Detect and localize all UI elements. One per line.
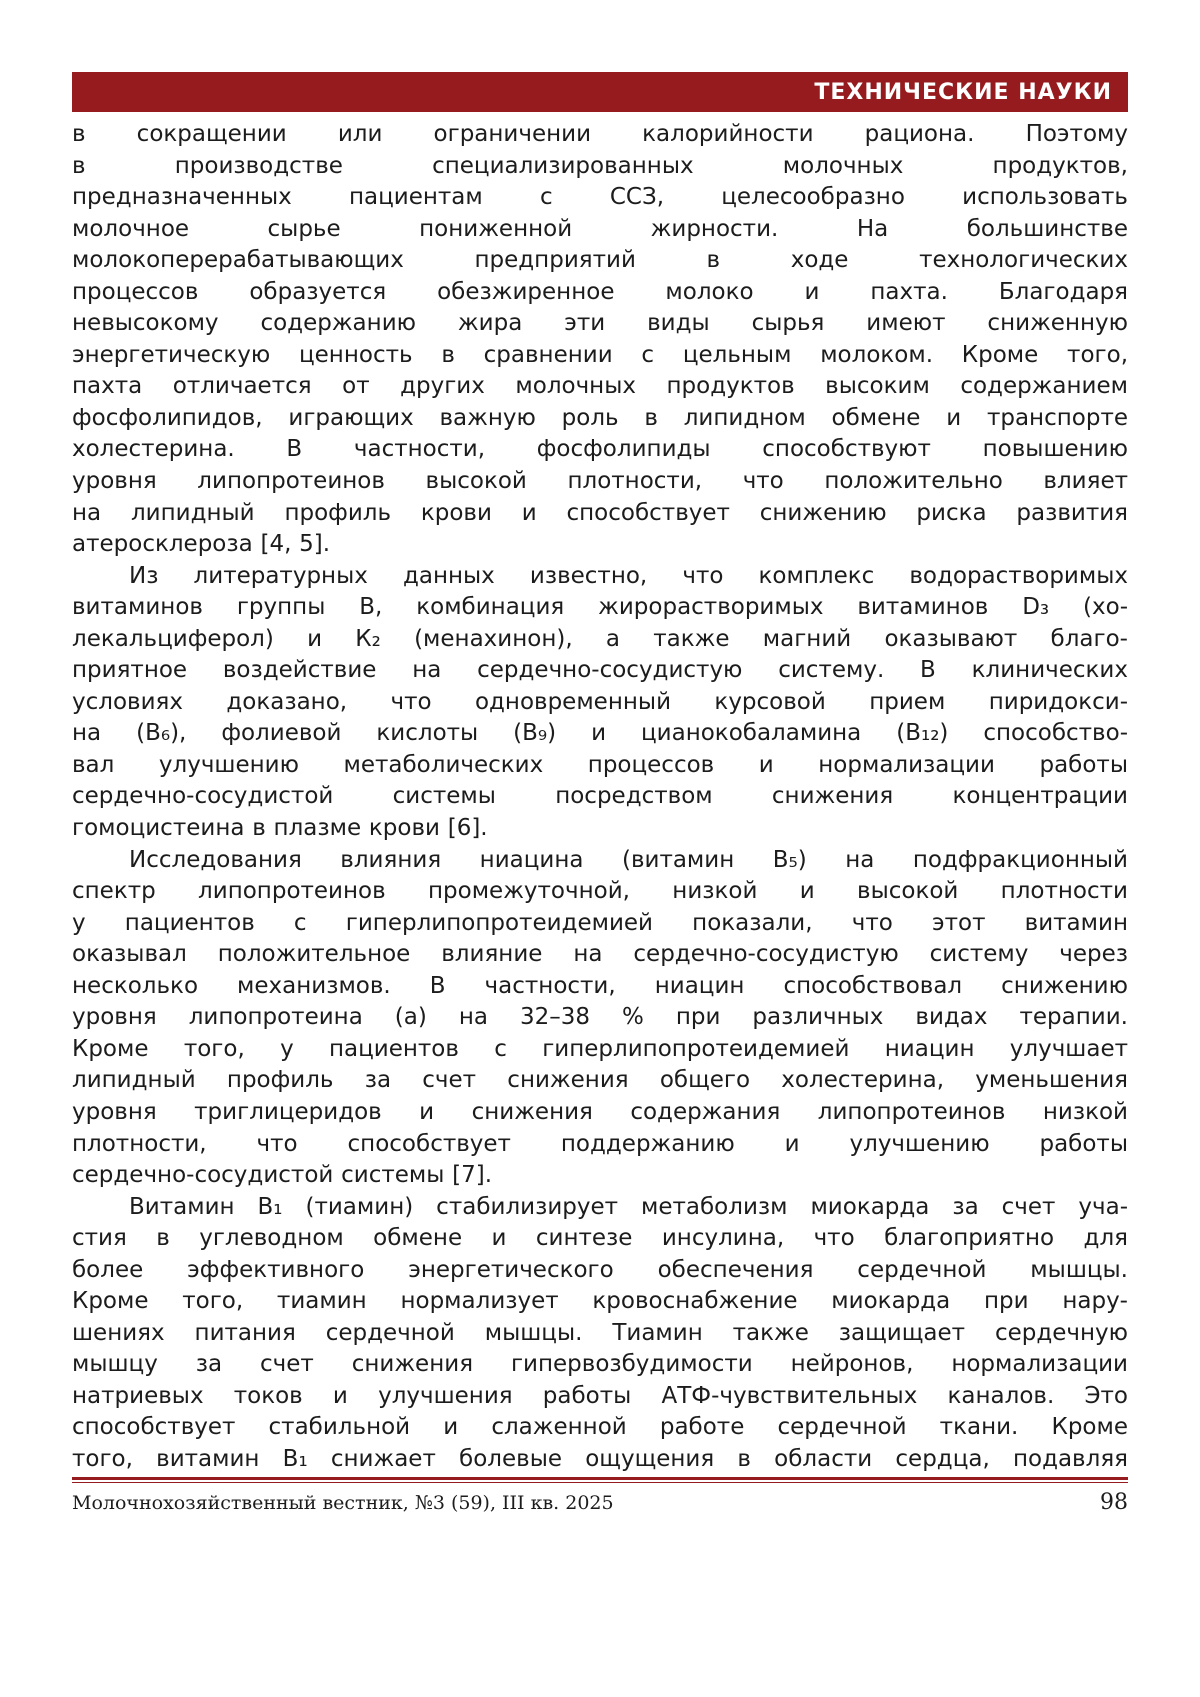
- page-number: 98: [1100, 1490, 1128, 1515]
- text-line: уровня триглицеридов и снижения содержания липопротеинов низкой: [72, 1098, 1128, 1125]
- text-line: лекальциферол) и К₂ (менахинон), а также магний оказывают благо-: [72, 625, 1128, 652]
- text-line: в сокращении или ограничении калорийности рациона. Поэтому: [72, 121, 1128, 147]
- text-line: способствует стабильной и слаженной работе сердечной ткани. Кроме: [72, 1414, 1128, 1441]
- text-line: фосфолипидов, играющих важную роль в липидном обмене и транспорте: [72, 404, 1128, 431]
- text-line: сердечно-сосудистой системы [7].: [72, 1162, 493, 1189]
- text-line: спектр липопротеинов промежуточной, низкой и высокой плотности: [72, 878, 1128, 905]
- text-line: приятное воздействие на сердечно-сосудистую систему. В клинических: [72, 657, 1128, 684]
- text-line: энергетическую ценность в сравнении с цельным молоком. Кроме того,: [72, 341, 1128, 368]
- text-line: липидный профиль за счет снижения общего холестерина, уменьшения: [72, 1067, 1128, 1094]
- text-line: пахта отличается от других молочных продуктов высоким содержанием: [72, 373, 1128, 400]
- text-line: того, витамин В₁ снижает болевые ощущения в области сердца, подавляя: [72, 1445, 1128, 1472]
- footer-rule: [72, 1477, 1128, 1483]
- text-line: в производстве специализированных молочных продуктов,: [72, 152, 1128, 179]
- paragraph: [72, 845, 1128, 1192]
- text-line: невысокому содержанию жира эти виды сырья имеют сниженную: [72, 310, 1128, 337]
- text-line: Кроме того, тиамин нормализует кровоснабжение миокарда при нару-: [72, 1288, 1128, 1315]
- text-line: стия в углеводном обмене и синтезе инсулина, что благоприятно для: [72, 1225, 1128, 1252]
- paragraph: [72, 119, 1128, 561]
- text-line: шениях питания сердечной мышцы. Тиамин также защищает сердечную: [72, 1319, 1128, 1346]
- text-line: Кроме того, у пациентов с гиперлипопротеидемией ниацин улучшает: [72, 1035, 1128, 1062]
- text-line: натриевых токов и улучшения работы АТФ-чувствительных каналов. Это: [72, 1382, 1128, 1409]
- text-line: на (В₆), фолиевой кислоты (В₉) и цианокобаламина (В₁₂) способство-: [72, 720, 1128, 747]
- text-line: оказывал положительное влияние на сердечно-сосудистую систему через: [72, 941, 1128, 968]
- page-footer: [72, 1477, 1128, 1515]
- paragraph: [72, 561, 1128, 845]
- text-line: более эффективного энергетического обеспечения сердечной мышцы.: [72, 1256, 1128, 1283]
- text-line: мышцу за счет снижения гипервозбудимости нейронов, нормализации: [72, 1351, 1128, 1378]
- paragraph: [72, 1192, 1128, 1476]
- text-line: предназначенных пациентам с ССЗ, целесообразно использовать: [72, 184, 1128, 211]
- text-line: сердечно-сосудистой системы посредством снижения концентрации: [72, 783, 1128, 810]
- text-line: процессов образуется обезжиренное молоко и пахта. Благодаря: [72, 278, 1128, 305]
- text-line: уровня липопротеина (а) на 32–38 % при различных видах терапии.: [72, 1004, 1128, 1031]
- text-line: плотности, что способствует поддержанию и улучшению работы: [72, 1130, 1128, 1157]
- text-line: вал улучшению метаболических процессов и нормализации работы: [72, 751, 1128, 778]
- text-line: условиях доказано, что одновременный курсовой прием пиридокси-: [72, 688, 1128, 715]
- text-line: несколько механизмов. В частности, ниацин способствовал снижению: [72, 972, 1128, 999]
- article-body: [72, 119, 1128, 1476]
- text-line: витаминов группы В, комбинация жирорастворимых витаминов D₃ (хо-: [72, 594, 1128, 621]
- text-line: молокоперерабатывающих предприятий в ходе технологических: [72, 247, 1128, 274]
- section-header-bar: [72, 72, 1128, 112]
- footer-row: [72, 1490, 1128, 1515]
- text-line: Исследования влияния ниацина (витамин В₅) на подфракционный: [129, 846, 1128, 873]
- text-line: атеросклероза [4, 5].: [72, 531, 331, 558]
- section-title: ТЕХНИЧЕСКИЕ НАУКИ: [814, 79, 1112, 105]
- text-line: на липидный профиль крови и способствует снижению риска развития: [72, 499, 1128, 526]
- text-line: молочное сырье пониженной жирности. На большинстве: [72, 215, 1128, 242]
- text-line: уровня липопротеинов высокой плотности, что положительно влияет: [72, 468, 1128, 495]
- journal-title: Молочнохозяйственный вестник, №3 (59), III кв. 2025: [72, 1492, 614, 1514]
- text-line: у пациентов с гиперлипопротеидемией показали, что этот витамин: [72, 909, 1128, 936]
- footer-rule-thick: [72, 1477, 1128, 1480]
- text-line: Из литературных данных известно, что комплекс водорастворимых: [129, 562, 1128, 589]
- text-line: Витамин В₁ (тиамин) стабилизирует метаболизм миокарда за счет уча-: [129, 1193, 1128, 1220]
- footer-rule-thin: [72, 1482, 1128, 1483]
- text-line: гомоцистеина в плазме крови [6].: [72, 815, 488, 842]
- text-line: холестерина. В частности, фосфолипиды способствуют повышению: [72, 436, 1128, 463]
